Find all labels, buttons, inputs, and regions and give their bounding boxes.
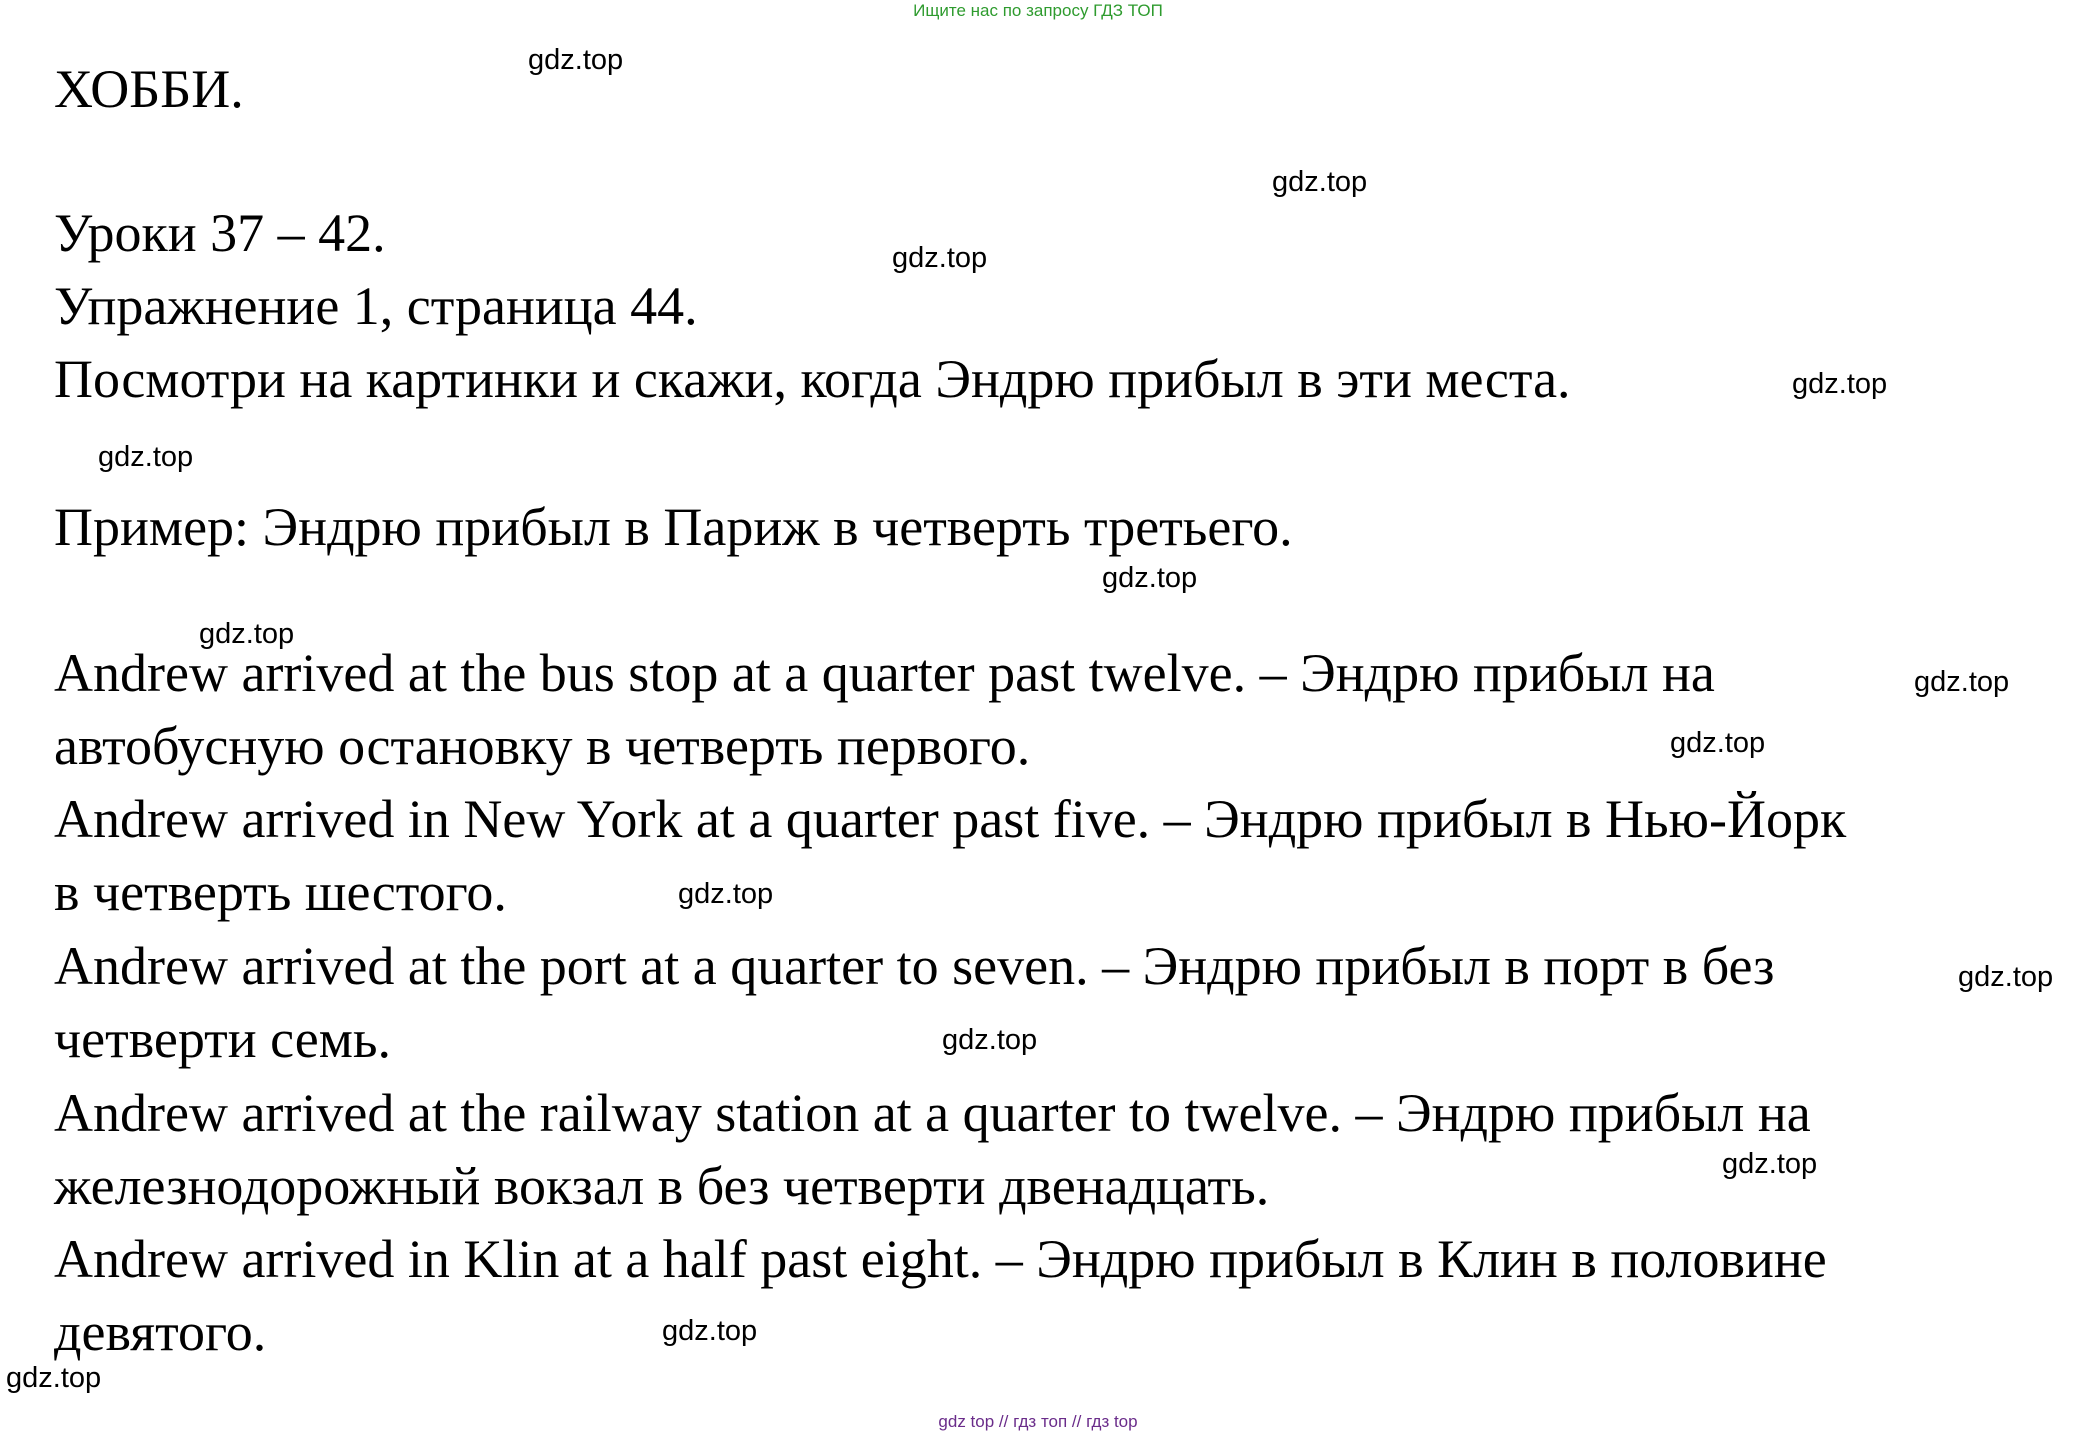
answer-line: четверти семь.: [54, 1009, 392, 1069]
watermark: gdz.top: [1102, 562, 1198, 594]
exercise-heading: Упражнение 1, страница 44.: [54, 276, 698, 336]
answer-line: Andrew arrived at the bus stop at a quarter past twelve. – Эндрю прибыл на: [54, 643, 1715, 703]
watermark: gdz.top: [942, 1024, 1038, 1056]
watermark: gdz.top: [678, 878, 774, 910]
example-text: Пример: Эндрю прибыл в Париж в четверть третьего.: [54, 497, 1293, 557]
watermark: gdz.top: [1914, 666, 2010, 698]
watermark: gdz.top: [199, 618, 295, 650]
bottom-banner: gdz top // гдз топ // гдз top: [938, 1412, 1138, 1431]
watermark: gdz.top: [1722, 1148, 1818, 1180]
answer-line: Andrew arrived in Klin at a half past eight. – Эндрю прибыл в Клин в половине: [54, 1229, 1827, 1289]
watermark: gdz.top: [1272, 166, 1368, 198]
watermark: gdz.top: [6, 1362, 102, 1394]
answer-line: Andrew arrived at the railway station at a quarter to twelve. – Эндрю прибыл на: [54, 1083, 1811, 1143]
answer-line: девятого.: [54, 1302, 267, 1362]
lessons-heading: Уроки 37 – 42.: [54, 203, 386, 263]
answer-line: в четверть шестого.: [54, 862, 507, 922]
task-text: Посмотри на картинки и скажи, когда Эндрю прибыл в эти места.: [54, 349, 1571, 409]
watermark: gdz.top: [1792, 368, 1888, 400]
answer-line: Andrew arrived at the port at a quarter to seven. – Эндрю прибыл в порт в без: [54, 936, 1775, 996]
watermark: gdz.top: [98, 441, 194, 473]
watermark: gdz.top: [528, 44, 624, 76]
watermark: gdz.top: [1958, 961, 2054, 993]
watermark: gdz.top: [892, 242, 988, 274]
page-title: ХОББИ.: [54, 59, 244, 119]
watermark: gdz.top: [662, 1315, 758, 1347]
answer-line: автобусную остановку в четверть первого.: [54, 716, 1031, 776]
top-banner: Ищите нас по запросу ГДЗ ТОП: [913, 1, 1163, 20]
answer-line: Andrew arrived in New York at a quarter past five. – Эндрю прибыл в Нью-Йорк: [54, 789, 1847, 849]
watermark: gdz.top: [1670, 727, 1766, 759]
answer-line: железнодорожный вокзал в без четверти двенадцать.: [54, 1156, 1270, 1216]
